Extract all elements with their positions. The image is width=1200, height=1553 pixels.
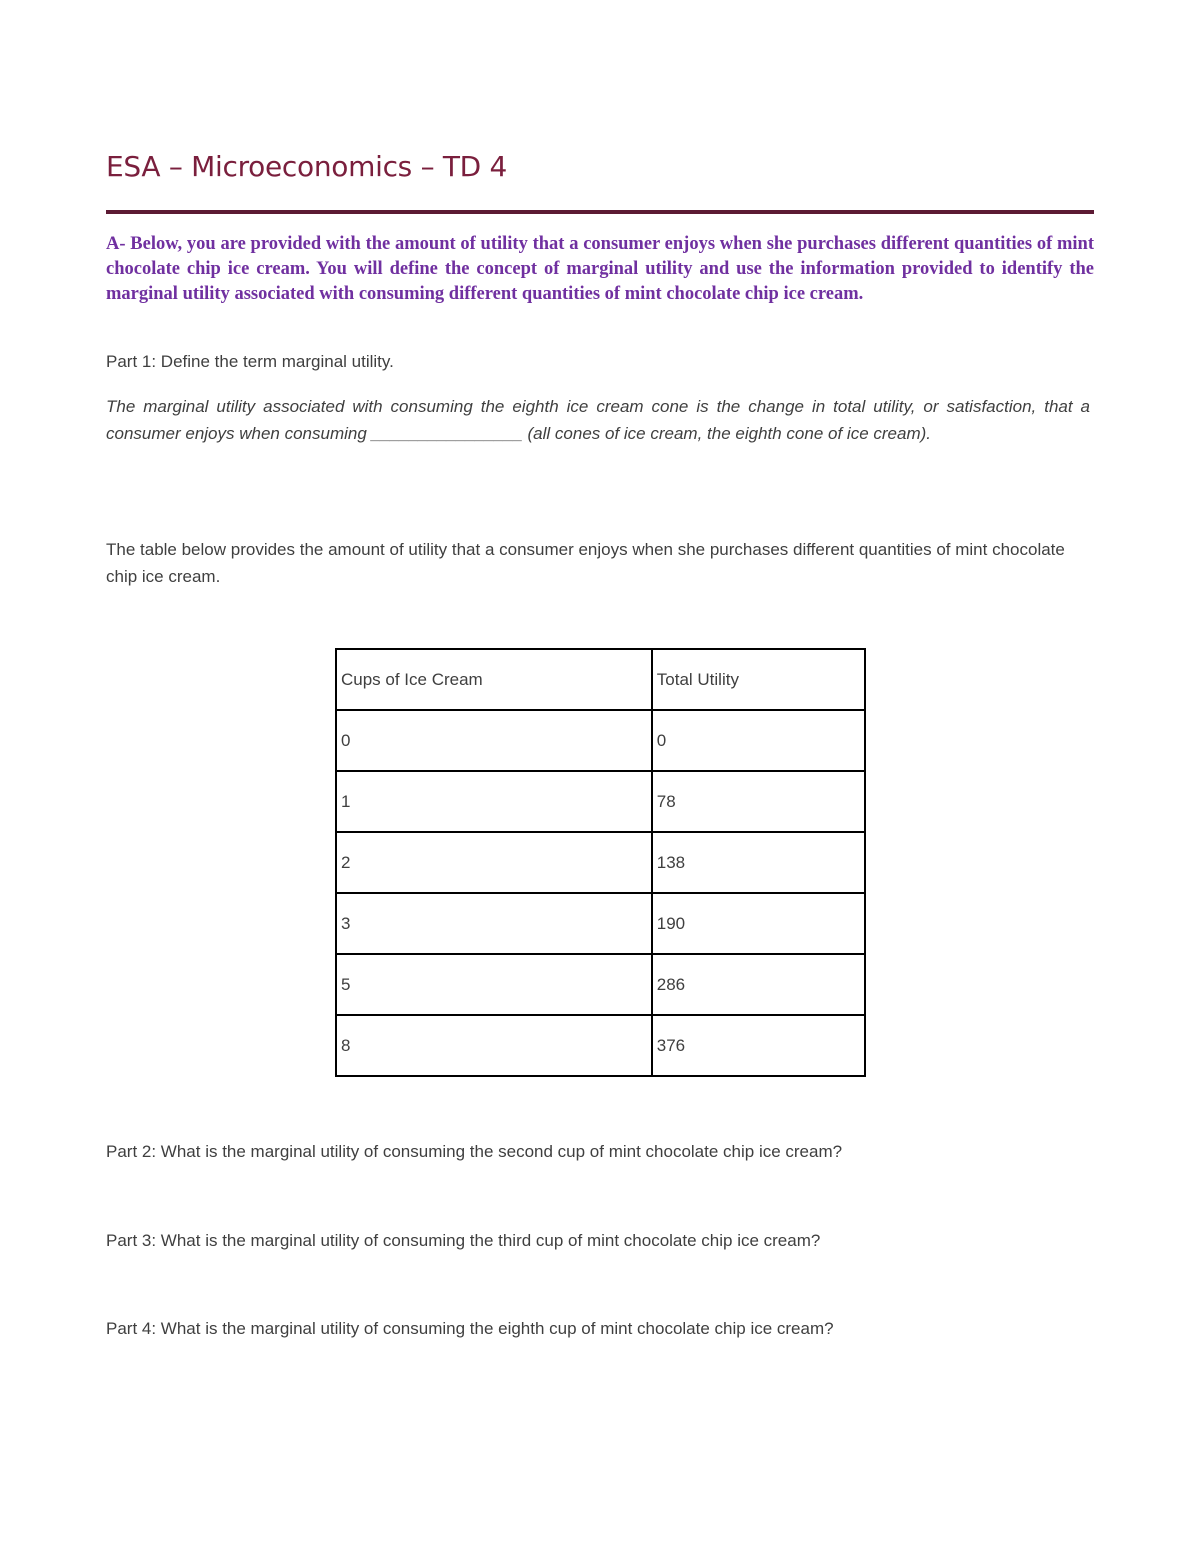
table-row [336, 771, 865, 832]
table-cell: 0 [652, 710, 865, 771]
title-divider [106, 210, 1094, 214]
part1-question: Part 1: Define the term marginal utility. [106, 352, 394, 371]
table-cell: 8 [336, 1015, 652, 1076]
table-header-cell: Total Utility [652, 649, 865, 710]
table-row [336, 954, 865, 1015]
document-page [106, 0, 1094, 1553]
utility-table [335, 648, 866, 1077]
table-cell: 2 [336, 832, 652, 893]
table-row [336, 893, 865, 954]
table-cell: 3 [336, 893, 652, 954]
part2-question: Part 2: What is the marginal utility of consuming the second cup of mint chocolate chip ice cream? [106, 1142, 843, 1161]
table-header-row [336, 649, 865, 710]
table-cell: 376 [652, 1015, 865, 1076]
part3-question: Part 3: What is the marginal utility of consuming the third cup of mint chocolate chip ice cream? [106, 1231, 821, 1250]
part4-question: Part 4: What is the marginal utility of consuming the eighth cup of mint chocolate chip ice cream? [106, 1319, 834, 1338]
part1-answer-text: The marginal utility associated with consuming the eighth ice cream cone is the change in total utility, or satisfaction, that a consumer enjoys when consuming ________________ (all cones of ice cream, the eighth cone of ice cream). [106, 397, 1090, 443]
table-cell: 5 [336, 954, 652, 1015]
table-row [336, 710, 865, 771]
table-cell: 286 [652, 954, 865, 1015]
table-cell: 1 [336, 771, 652, 832]
table-cell: 0 [336, 710, 652, 771]
document-title: ESA – Microeconomics – TD 4 [106, 150, 508, 183]
table-row [336, 1015, 865, 1076]
section-a-intro: A- Below, you are provided with the amount of utility that a consumer enjoys when she purchases different quantities of mint chocolate chip ice cream. You will define the concept of marginal utility and use the information provided to identify the marginal utility associated with consuming different quantities of mint chocolate chip ice cream. [106, 234, 1094, 304]
table-cell: 138 [652, 832, 865, 893]
table-header-cell: Cups of Ice Cream [336, 649, 652, 710]
table-cell: 190 [652, 893, 865, 954]
table-intro: The table below provides the amount of utility that a consumer enjoys when she purchases different quantities of mint chocolate chip ice cream. [106, 540, 1065, 586]
table-cell: 78 [652, 771, 865, 832]
table-row [336, 832, 865, 893]
